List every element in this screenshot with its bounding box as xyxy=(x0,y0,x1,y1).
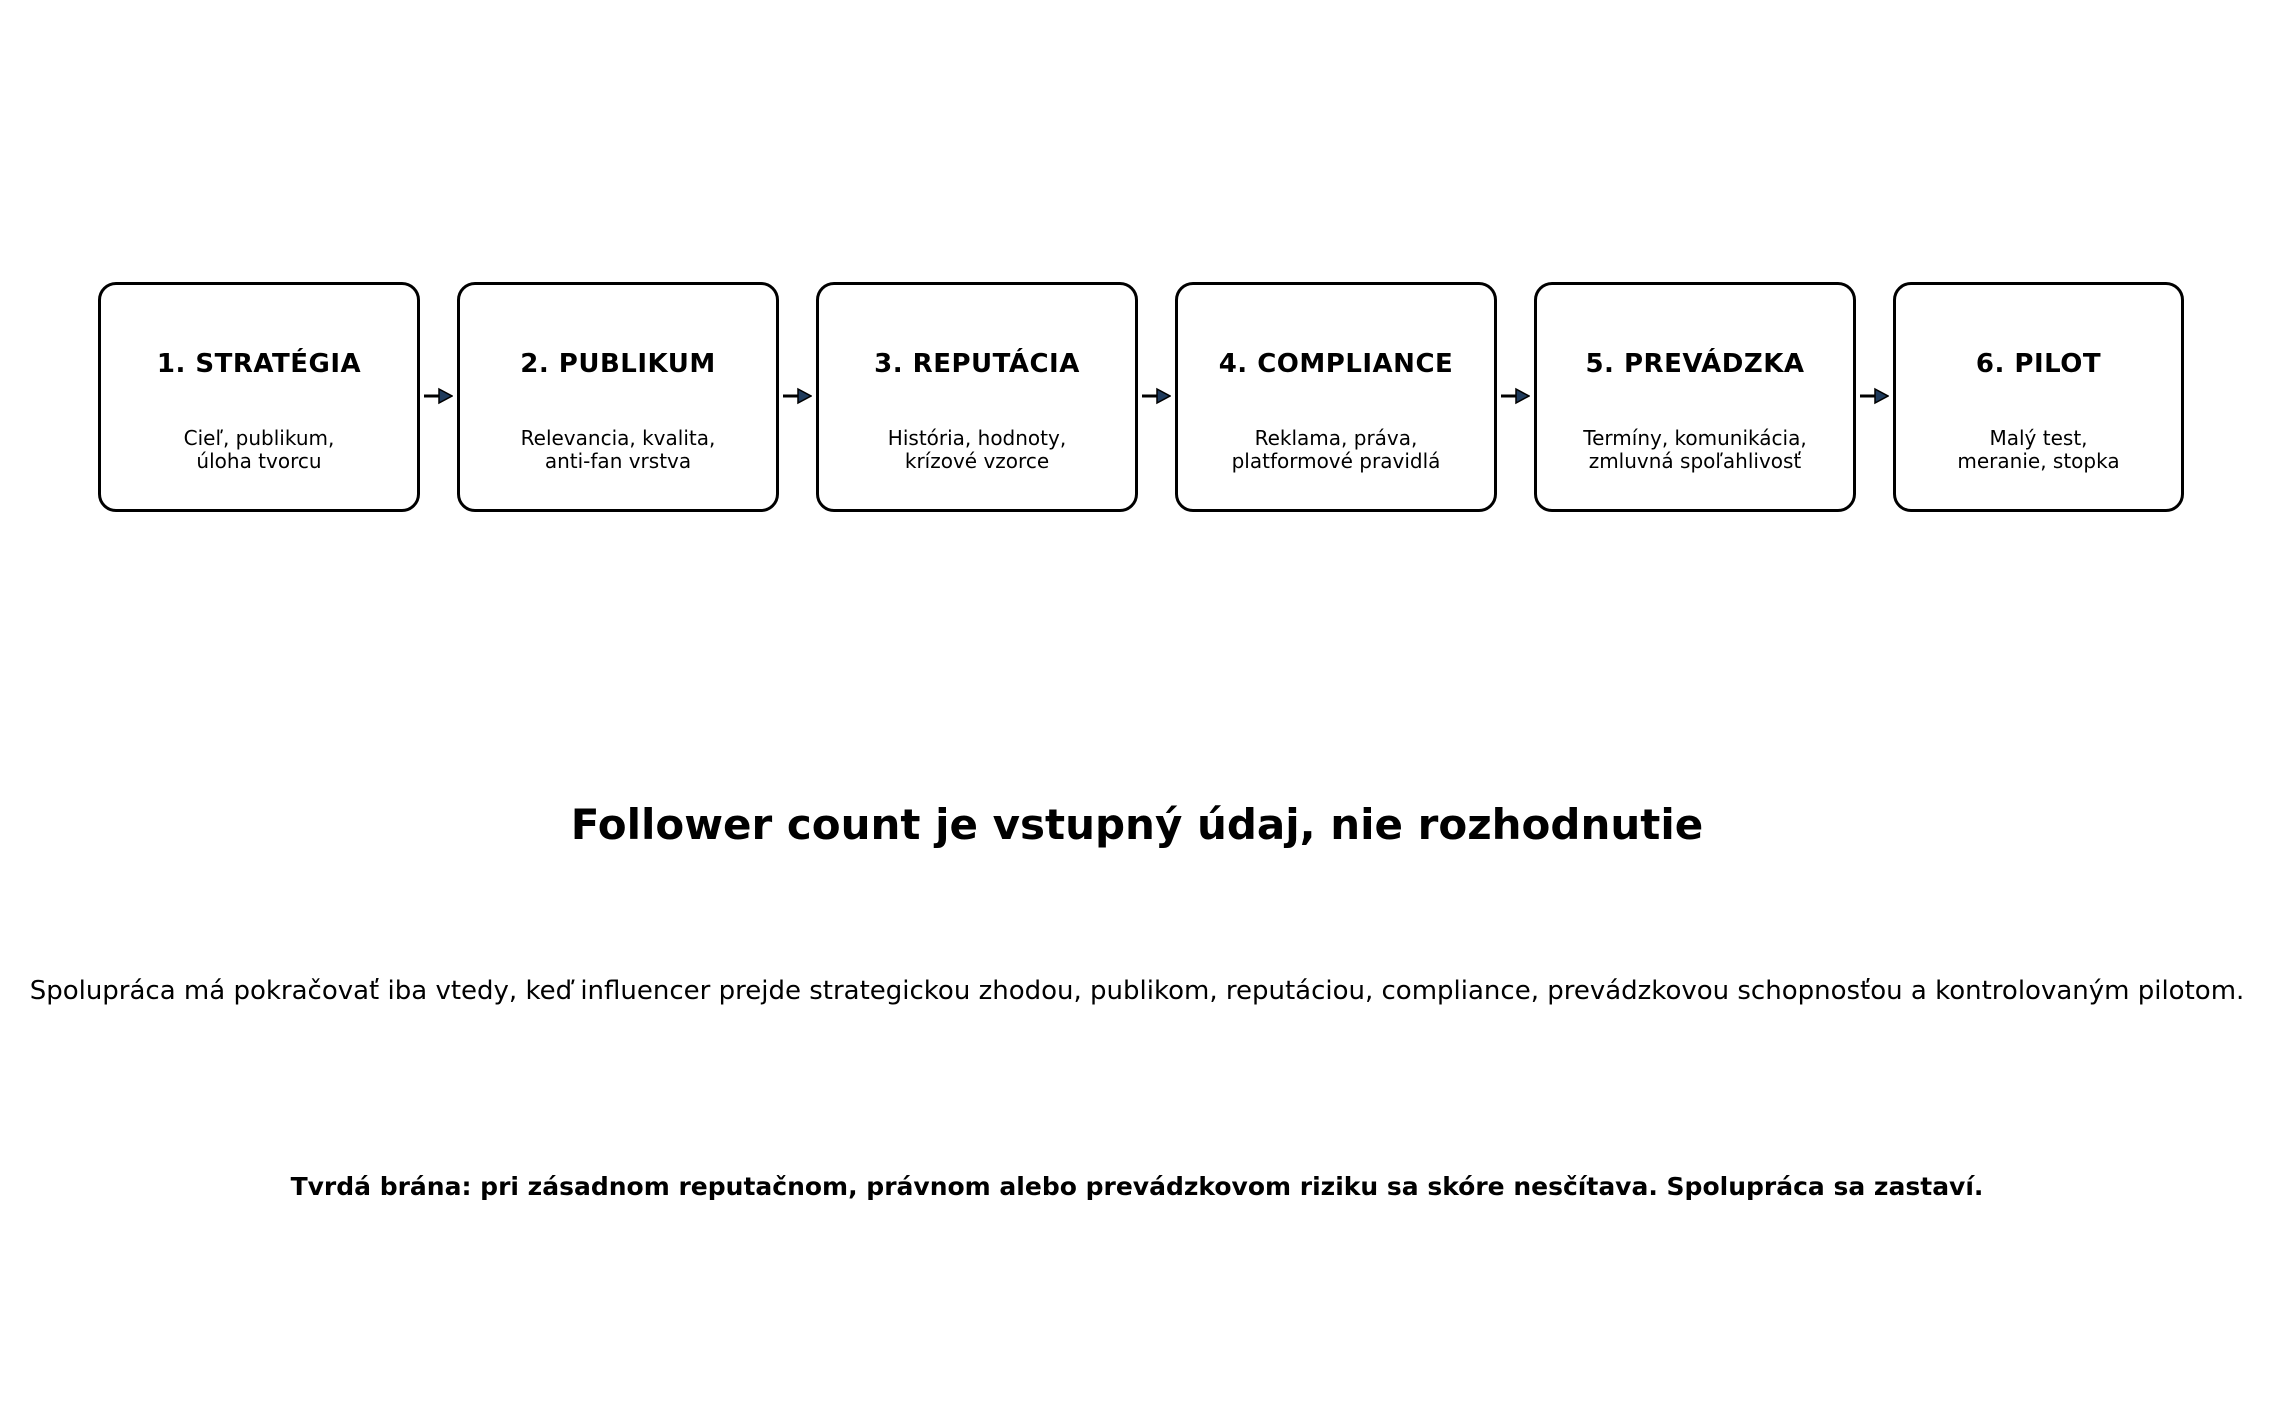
headline: Follower count je vstupný údaj, nie rozhodnutie xyxy=(570,800,1704,849)
step-title: 2. PUBLIKUM xyxy=(520,349,716,379)
hard-gate-note: Tvrdá brána: pri zásadnom reputačnom, právnom alebo prevádzkovom riziku sa skóre nesčítava. Spolupráca sa zastaví. xyxy=(290,1172,1984,1201)
arrow-right-icon xyxy=(1500,386,1530,406)
step-box-publikum xyxy=(457,282,779,512)
step-description-line: anti-fan vrstva xyxy=(544,449,692,473)
step-title: 6. PILOT xyxy=(1975,349,2102,379)
step-title: 1. STRATÉGIA xyxy=(156,349,362,379)
step-description-line: krízové vzorce xyxy=(904,449,1050,473)
step-description xyxy=(1537,427,1853,473)
step-description-line: meranie, stopka xyxy=(1957,449,2120,473)
step-description xyxy=(101,427,417,473)
arrow-right-icon xyxy=(1141,386,1171,406)
step-description-line: platformové pravidlá xyxy=(1231,449,1441,473)
arrow-right-icon xyxy=(423,386,453,406)
step-box-reputacia xyxy=(816,282,1138,512)
step-description xyxy=(1896,427,2181,473)
step-description-line: úloha tvorcu xyxy=(196,449,322,473)
step-title: 4. COMPLIANCE xyxy=(1218,349,1454,379)
step-description-line: Cieľ, publikum, xyxy=(183,426,335,450)
step-description-line: Reklama, práva, xyxy=(1254,426,1418,450)
step-description xyxy=(460,427,776,473)
arrow-right-icon xyxy=(1859,386,1889,406)
step-description-line: Malý test, xyxy=(1989,426,2088,450)
arrow-right-icon xyxy=(782,386,812,406)
step-description xyxy=(1178,427,1494,473)
step-description-line: Termíny, komunikácia, xyxy=(1583,426,1807,450)
step-description-line: História, hodnoty, xyxy=(887,426,1067,450)
step-box-pilot xyxy=(1893,282,2184,512)
step-title: 3. REPUTÁCIA xyxy=(874,349,1080,379)
step-description-line: Relevancia, kvalita, xyxy=(520,426,716,450)
step-description-line: zmluvná spoľahlivosť xyxy=(1588,449,1802,473)
step-description xyxy=(819,427,1135,473)
step-box-prevadzka xyxy=(1534,282,1856,512)
summary-text: Spolupráca má pokračovať iba vtedy, keď influencer prejde strategickou zhodou, publikom, reputáciou, compliance, prevádzkovou schopnosťou a kontrolovaným pilotom. xyxy=(29,976,2245,1006)
step-box-strategia xyxy=(98,282,420,512)
step-box-compliance xyxy=(1175,282,1497,512)
step-title: 5. PREVÁDZKA xyxy=(1585,349,1805,379)
